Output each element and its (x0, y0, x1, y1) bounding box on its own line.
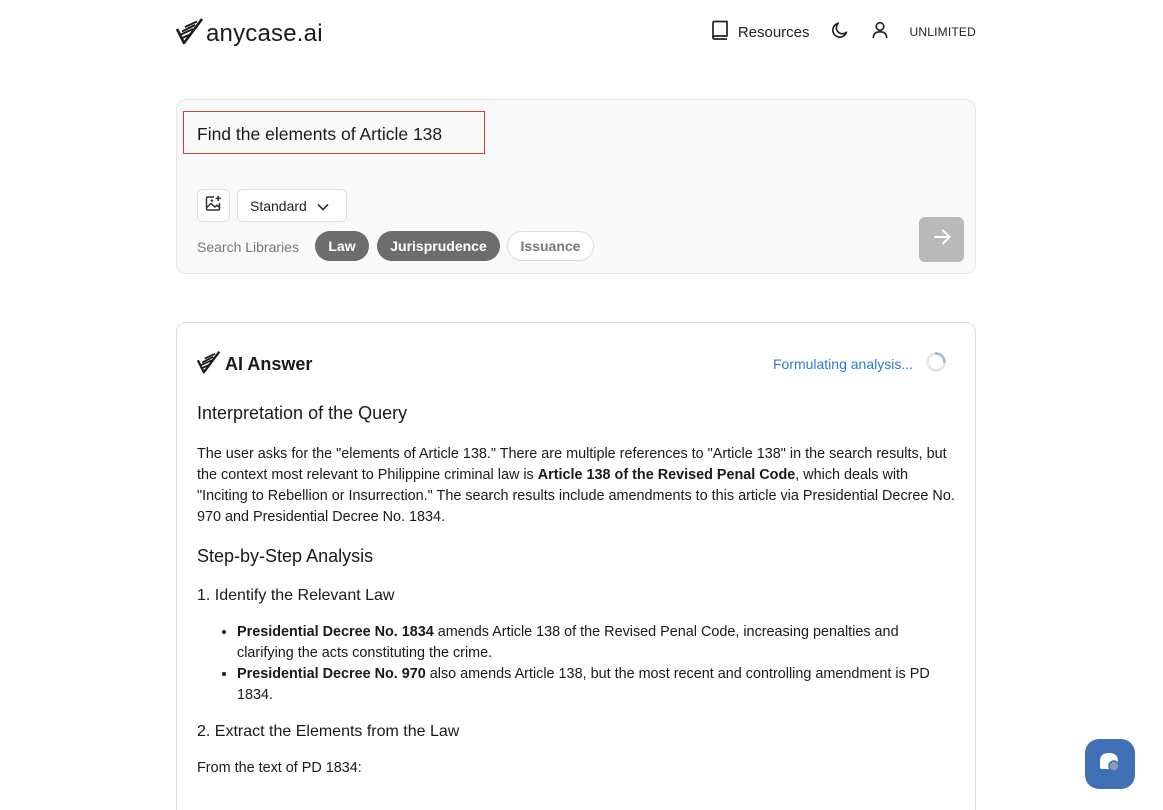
book-icon (711, 20, 729, 44)
list-item: • Presidential Decree No. 1834 amends Article 138 of the Revised Penal Code, increasing penalties and clarifying the acts constituting the crime. (237, 622, 957, 664)
search-query-input[interactable]: Find the elements of Article 138 (183, 111, 485, 154)
answer-title: AI Answer (225, 354, 313, 374)
interpretation-paragraph: The user asks for the "elements of Article 138." There are multiple references to "Article 138" in the search results, but the context most relevant to Philippine criminal law is Article 138 of the Revised Penal Code, which deals with "Inciting to Rebellion or Insurrection." The search results include amendments to this article via Presidential Decree No. 970 and Presidential Decree No. 1834. (197, 446, 955, 525)
step-heading-2: 2. Extract the Elements from the Law (197, 723, 460, 740)
search-mode-select[interactable] (237, 189, 347, 222)
logo[interactable] (176, 16, 323, 51)
library-chip-law[interactable]: Law (315, 231, 369, 261)
section-heading-interpretation: Interpretation of the Query (197, 403, 408, 423)
resources-label: Resources (737, 23, 810, 41)
moon-icon (831, 21, 849, 44)
article-reference: Article 138 of the Revised Penal Code (537, 467, 796, 483)
step2-intro: From the text of PD 1834: (197, 760, 362, 776)
logo-text: anycase.ai (206, 19, 323, 47)
chat-bubble-icon (1097, 750, 1123, 779)
ai-answer-panel (176, 322, 976, 810)
image-add-icon (205, 195, 222, 217)
arrow-right-icon (932, 227, 952, 252)
status-text: Formulating analysis... (772, 355, 913, 372)
search-libraries-label: Search Libraries (197, 239, 299, 255)
law-list (237, 622, 957, 706)
answer-header (197, 349, 312, 380)
list-item: • Presidential Decree No. 970 also amends Article 138, but the most recent and controlling amendment is PD 1834. (237, 664, 957, 706)
library-chip-issuance[interactable]: Issuance (507, 231, 594, 261)
top-header (176, 14, 976, 48)
chat-widget-button[interactable] (1085, 739, 1135, 789)
top-nav (711, 20, 976, 44)
answer-content (197, 403, 957, 779)
analysis-status (773, 351, 947, 376)
ai-logo-icon (197, 349, 221, 380)
step-heading-1: 1. Identify the Relevant Law (197, 587, 395, 604)
loading-spinner-icon (925, 351, 947, 376)
account-button[interactable] (870, 22, 890, 42)
logo-icon (176, 16, 204, 51)
theme-toggle[interactable] (830, 22, 850, 42)
user-icon (871, 21, 889, 44)
search-panel (176, 99, 976, 274)
resources-link[interactable] (711, 20, 810, 44)
chevron-down-icon (317, 198, 329, 214)
submit-search-button[interactable] (919, 217, 964, 262)
library-chip-jurisprudence[interactable]: Jurisprudence (377, 231, 500, 261)
plan-badge: UNLIMITED (909, 25, 976, 39)
section-heading-analysis: Step-by-Step Analysis (197, 546, 374, 566)
image-upload-button[interactable] (197, 189, 230, 222)
search-mode-value: Standard (250, 197, 307, 214)
